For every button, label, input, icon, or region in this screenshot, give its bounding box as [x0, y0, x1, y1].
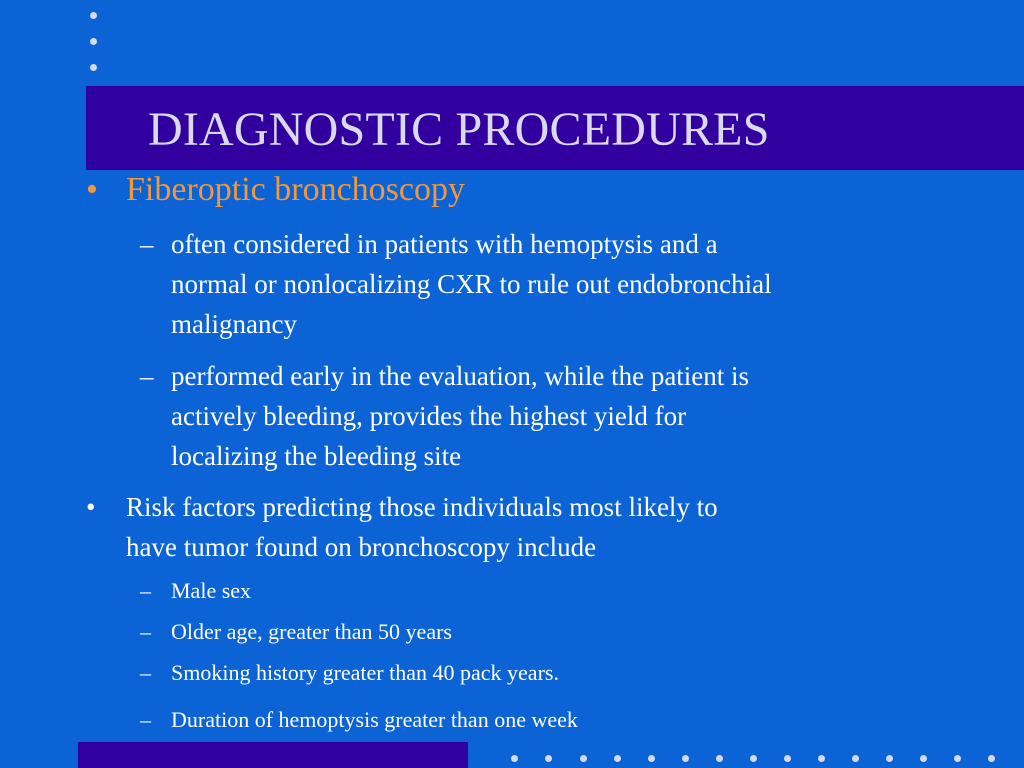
- sub-bullet-line: often considered in patients with hemoptysis and a: [171, 229, 718, 259]
- sub-bullet-line: Older age, greater than 50 years: [171, 619, 452, 644]
- sub-bullet-line: performed early in the evaluation, while the patient is: [171, 361, 750, 391]
- bottom-bar: [78, 742, 468, 768]
- sub-bullet-line: normal or nonlocalizing CXR to rule out endobronchial: [171, 269, 772, 299]
- sub-bullet-marker: –: [140, 707, 151, 732]
- sub-bullet-line: localizing the bleeding site: [171, 441, 462, 471]
- sub-bullet-marker: –: [140, 619, 151, 644]
- bullet-text: Risk factors predicting those individuals most likely to: [126, 492, 718, 522]
- slide-title: DIAGNOSTIC PROCEDURES: [148, 103, 770, 156]
- bullet-text: have tumor found on bronchoscopy include: [126, 532, 597, 562]
- sub-bullet-line: Smoking history greater than 40 pack years.: [171, 660, 559, 685]
- sub-bullet-line: actively bleeding, provides the highest yield for: [171, 401, 687, 431]
- sub-bullet-line: Male sex: [171, 578, 252, 603]
- sub-bullet-marker: –: [140, 361, 154, 391]
- bullet-marker: •: [86, 492, 96, 522]
- sub-bullet-marker: –: [140, 229, 154, 259]
- bullet-text: Fiberoptic bronchoscopy: [126, 171, 465, 208]
- bullet-marker: •: [86, 171, 98, 208]
- sub-bullet-line: malignancy: [171, 309, 297, 339]
- sub-bullet-marker: –: [140, 578, 151, 603]
- sub-bullet-marker: –: [140, 660, 151, 685]
- sub-bullet-line: Duration of hemoptysis greater than one week: [171, 707, 578, 732]
